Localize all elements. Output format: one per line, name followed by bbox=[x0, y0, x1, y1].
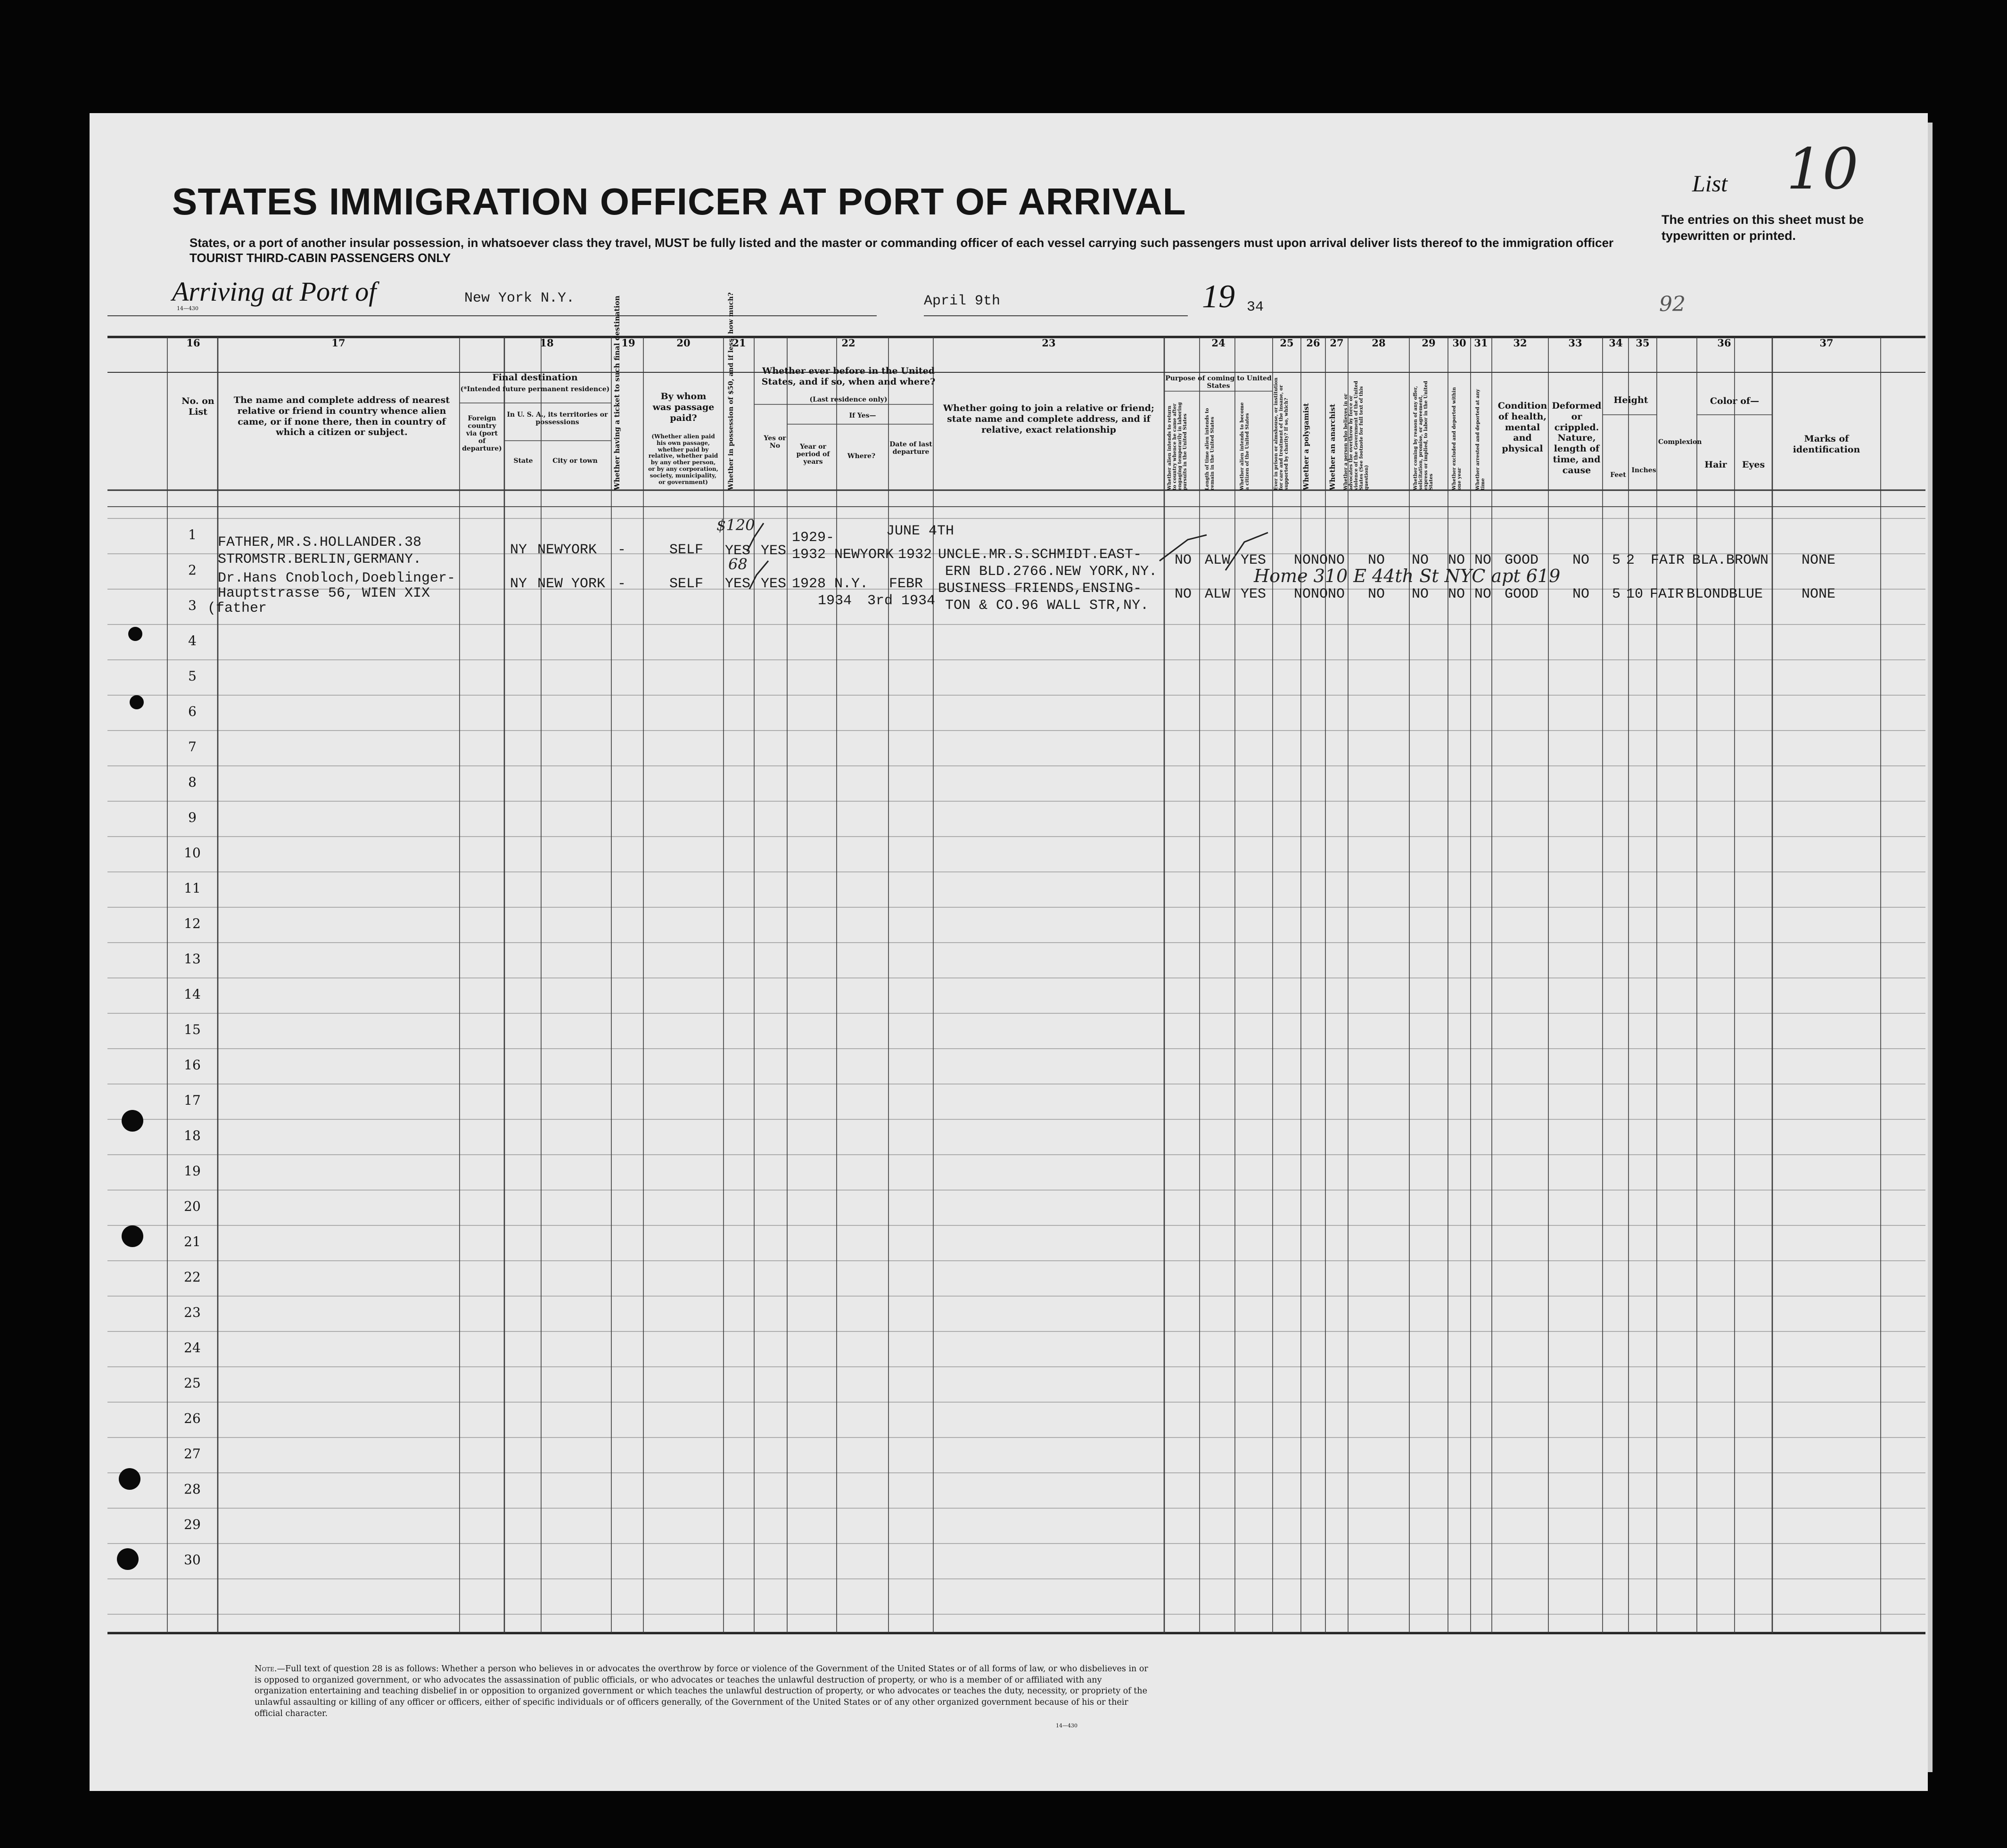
row2-marks: NONE bbox=[1801, 586, 1836, 602]
row-number: 20 bbox=[184, 1199, 201, 1214]
row1-marks: NONE bbox=[1801, 552, 1836, 568]
stamp-number: 92 bbox=[1659, 292, 1686, 316]
row2-deformed: NO bbox=[1572, 586, 1590, 602]
column-number: 28 bbox=[1372, 337, 1386, 349]
row2-purpose-c: YES bbox=[1241, 586, 1267, 602]
row1-state: NY bbox=[510, 542, 527, 558]
header-q28: Whether a person who believes in or advocates the overthrow by force or violence of the Government of the United States (See footnote for full text of this question) bbox=[1343, 380, 1369, 490]
row2-q30: NO bbox=[1448, 586, 1465, 602]
row1-money: YES bbox=[725, 543, 751, 559]
row-number: 9 bbox=[188, 810, 197, 825]
punch-hole bbox=[122, 1110, 143, 1132]
column-number: 27 bbox=[1330, 337, 1344, 349]
list-number: 10 bbox=[1786, 137, 1859, 202]
column-number: 26 bbox=[1306, 337, 1320, 349]
column-number: 17 bbox=[331, 337, 345, 349]
header-feet: Feet bbox=[1610, 471, 1626, 479]
column-number: 36 bbox=[1717, 337, 1731, 349]
column-number: 37 bbox=[1819, 337, 1834, 349]
header-final-destination-note: (*Intended future permanent residence) bbox=[460, 386, 610, 393]
header-foreign-country: Foreign country via (port of departure) bbox=[462, 415, 502, 453]
header-anarchist: Whether an anarchist bbox=[1328, 403, 1337, 490]
row2-flags: NONONO bbox=[1294, 586, 1345, 602]
row2-q28: NO bbox=[1368, 586, 1385, 602]
row2-ticket: - bbox=[617, 576, 626, 592]
column-number: 31 bbox=[1474, 337, 1488, 349]
header-marks: Marks of identification bbox=[1793, 434, 1860, 455]
row-number: 1 bbox=[188, 527, 197, 542]
row2-passage-paid: SELF bbox=[669, 576, 704, 592]
row1-purpose-a: NO bbox=[1175, 552, 1192, 568]
row1-hair-eyes: BLA.BROWN bbox=[1692, 552, 1769, 568]
row1-inches: 2 bbox=[1626, 552, 1635, 568]
punch-hole bbox=[119, 1468, 140, 1490]
header-eyes: Eyes bbox=[1742, 460, 1765, 470]
header-q30: Whether excluded and deported within one year bbox=[1452, 387, 1462, 490]
row2-money: YES bbox=[725, 576, 751, 592]
row1-years: 1929- bbox=[792, 530, 835, 546]
row2-purpose-a: NO bbox=[1175, 586, 1192, 602]
header-height: Height bbox=[1613, 395, 1648, 405]
header-passage-paid: By whom was passage paid? bbox=[652, 391, 715, 423]
row2-state: NY bbox=[510, 576, 527, 592]
row2-health: GOOD bbox=[1505, 586, 1539, 602]
row1-purpose-b: ALW bbox=[1205, 552, 1231, 568]
header-ever-before: Whether ever before in the United States, and if so, when and where? bbox=[761, 366, 936, 387]
row-number: 22 bbox=[184, 1269, 201, 1285]
row-number: 2 bbox=[188, 562, 197, 578]
header-date-departure: Date of last departure bbox=[889, 441, 932, 456]
header-city: City or town bbox=[552, 457, 598, 465]
row1-relative: FATHER,MR.S.HOLLANDER.38 bbox=[218, 534, 422, 550]
row-number: 3 bbox=[188, 598, 197, 613]
header-year-period: Year or period of years bbox=[796, 443, 830, 466]
header-purpose-b: Length of time alien intends to remain in the United States bbox=[1205, 408, 1215, 490]
row1-money-note: $120 bbox=[716, 516, 755, 534]
footnote-text: —Full text of question 28 is as follows: Whether a person who believes in or advocates the overthrow by force or violence of the Government of the United States or of all forms of law, or who disbelieves in or is opposed to organized government, or who advocates the assassination of public officials, or who advocates or teaches the unlawful destruction of property, or who is a member of or affiliated with any organization entertaining and teaching disbelief in or opposition to organized government or which teaches the unlawful destruction of property, or who advocates or teaches the duty, necessity, or propriety of the unlawful assaulting or killing of any officer or officers, either of specific individuals or of officers generally, of the Government of the United States or of any other organized government because of his or their official character. bbox=[255, 1664, 1148, 1718]
header-q31: Whether arrested and deported at any time bbox=[1475, 389, 1486, 490]
header-passage-note: (Whether alien paid his own passage, whether paid by relative, whether paid by any other person, or by any corporation, society, municipality, or government) bbox=[648, 433, 718, 485]
row-number: 4 bbox=[188, 633, 197, 649]
row1-q28: NO bbox=[1368, 552, 1385, 568]
punch-hole bbox=[117, 1548, 139, 1570]
row1-ticket: - bbox=[617, 542, 626, 558]
header-state: State bbox=[513, 457, 533, 465]
row1-q30: NO bbox=[1448, 552, 1465, 568]
arriving-label: Arriving at Port of bbox=[172, 276, 377, 307]
row-number: 17 bbox=[184, 1092, 201, 1108]
row1-q31: NO bbox=[1474, 552, 1492, 568]
header-prison: Ever in prison or almshouse, or institution for care and treatment of the insane, or supported by charity? If so, which? bbox=[1274, 377, 1289, 490]
row1-feet: 5 bbox=[1612, 552, 1621, 568]
row-number: 19 bbox=[184, 1163, 201, 1179]
header-hair: Hair bbox=[1704, 460, 1727, 470]
row1-purpose-c: YES bbox=[1241, 552, 1267, 568]
row-number: 12 bbox=[184, 916, 201, 931]
header-where: Where? bbox=[847, 452, 876, 460]
row2-years: 1928 bbox=[792, 576, 826, 592]
arrival-port: New York N.Y. bbox=[464, 290, 575, 306]
row1-years-end: 1932 bbox=[792, 547, 826, 563]
row1-health: GOOD bbox=[1505, 552, 1539, 568]
row2-where: N.Y. bbox=[834, 576, 869, 592]
header-purpose-a: Whether alien intends to return to country whence he came after engaging temporarily in laboring pursuits in the United States bbox=[1167, 402, 1188, 490]
form-number: 14—430 bbox=[177, 305, 198, 312]
footnote-label: Note. bbox=[255, 1664, 277, 1674]
arrival-date: April 9th bbox=[924, 293, 1001, 309]
row-number: 24 bbox=[184, 1340, 201, 1355]
row-number: 13 bbox=[184, 951, 201, 967]
header-yes-no: Yes or No bbox=[764, 435, 786, 450]
row-number: 18 bbox=[184, 1128, 201, 1143]
passenger-class: TOURIST THIRD-CABIN PASSENGERS ONLY bbox=[189, 251, 451, 265]
row1-passage-paid: SELF bbox=[669, 542, 704, 558]
column-number: 25 bbox=[1280, 337, 1294, 349]
row-number: 21 bbox=[184, 1234, 201, 1249]
row-number: 30 bbox=[184, 1552, 201, 1568]
punch-hole bbox=[128, 627, 142, 641]
row-number: 5 bbox=[188, 668, 197, 684]
column-number: 24 bbox=[1211, 337, 1226, 349]
header-in-usa: In U. S. A., its territories or possessions bbox=[507, 411, 608, 427]
row2-money-note: 68 bbox=[728, 555, 748, 573]
header-no-on-list: No. on List bbox=[181, 396, 214, 417]
column-number: 19 bbox=[621, 337, 635, 349]
column-number: 34 bbox=[1609, 337, 1623, 349]
row-number: 29 bbox=[184, 1517, 201, 1532]
row1-joining: UNCLE.MR.S.SCHMIDT.EAST- bbox=[938, 547, 1142, 563]
row2-relative-address: Hauptstrasse 56, WIEN XIX bbox=[218, 585, 430, 601]
row1-before: YES bbox=[761, 543, 787, 559]
row2-before: YES bbox=[761, 576, 787, 592]
row2-joining: BUSINESS FRIENDS,ENSING- bbox=[938, 581, 1142, 597]
row2-q31: NO bbox=[1474, 586, 1492, 602]
year-suffix: 34 bbox=[1247, 299, 1264, 315]
row2-purpose-b: ALW bbox=[1205, 586, 1231, 602]
header-final-destination: Final destination bbox=[492, 372, 578, 383]
row-number: 7 bbox=[188, 739, 197, 755]
column-number: 16 bbox=[186, 337, 200, 349]
header-ticket: Whether having a ticket to such final destination bbox=[613, 296, 621, 490]
row1-joining-address: ERN BLD.2766.NEW YORK,NY. bbox=[945, 564, 1158, 580]
header-purpose-c: Whether alien intends to become a citizen of the United States bbox=[1240, 402, 1250, 490]
row1-departure-year: 1932 bbox=[898, 547, 932, 563]
row2-departure-year: 3rd 1934 bbox=[867, 593, 936, 609]
column-number: 18 bbox=[540, 337, 554, 349]
header-color-of: Color of— bbox=[1710, 396, 1760, 406]
column-number: 30 bbox=[1452, 337, 1466, 349]
row-number: 14 bbox=[184, 986, 201, 1002]
header-money: Whether in possession of $50, and if less, how much? bbox=[727, 292, 735, 490]
column-number: 32 bbox=[1513, 337, 1527, 349]
row1-relative-address: STROMSTR.BERLIN,GERMANY. bbox=[218, 551, 422, 567]
row-number: 25 bbox=[184, 1375, 201, 1391]
form-title: STATES IMMIGRATION OFFICER AT PORT OF ARRIVAL bbox=[172, 181, 1186, 222]
header-inches: Inches bbox=[1631, 467, 1656, 474]
row1-flags: NONONO bbox=[1294, 552, 1345, 568]
row-number: 28 bbox=[184, 1481, 201, 1497]
row2-joining-address: TON & CO.96 WALL STR,NY. bbox=[945, 598, 1149, 614]
row2-hair-eyes: BLONDBLUE bbox=[1686, 586, 1763, 602]
header-joining: Whether going to join a relative or friend; state name and complete address, and if relative, exact relationship bbox=[943, 403, 1154, 435]
row-number: 23 bbox=[184, 1305, 201, 1320]
row-number: 26 bbox=[184, 1411, 201, 1426]
row1-where: NEWYORK bbox=[834, 547, 894, 563]
row-number: 15 bbox=[184, 1022, 201, 1037]
header-polygamist: Whether a polygamist bbox=[1302, 403, 1310, 490]
row2-relative: Dr.Hans Cnobloch,Doeblinger- bbox=[218, 570, 456, 586]
column-number: 35 bbox=[1636, 337, 1650, 349]
row2-years-end: 1934 bbox=[818, 593, 852, 609]
header-last-residence: (Last residence only) bbox=[809, 396, 888, 403]
row2-feet: 5 bbox=[1612, 586, 1621, 602]
column-number: 22 bbox=[841, 337, 855, 349]
row-number: 10 bbox=[184, 845, 201, 861]
row2-city: NEW YORK bbox=[537, 576, 606, 592]
row1-q29: NO bbox=[1412, 552, 1429, 568]
row-number: 16 bbox=[184, 1057, 201, 1073]
row-number: 8 bbox=[188, 774, 197, 790]
row2-inches: 10 bbox=[1626, 586, 1644, 602]
row2-q29: NO bbox=[1412, 586, 1429, 602]
typewritten-note: The entries on this sheet must be typewritten or printed. bbox=[1662, 213, 1864, 243]
row1-deformed: NO bbox=[1572, 552, 1590, 568]
handwritten-address: Home 310 E 44th St NYC apt 619 bbox=[1254, 566, 1561, 586]
row1-complexion: FAIR bbox=[1651, 552, 1685, 568]
row2-relative-relation: (father bbox=[207, 600, 267, 616]
header-q29: Whether coming by reason of any offer, solicitation, promise, or agreement, express or implied, to labor in the United States bbox=[1413, 381, 1434, 490]
header-condition: Condition of health, mental and physical bbox=[1497, 401, 1547, 454]
punch-hole bbox=[122, 1225, 143, 1247]
column-number: 20 bbox=[676, 337, 691, 349]
column-number: 21 bbox=[732, 337, 746, 349]
row-number: 11 bbox=[184, 880, 201, 896]
row1-departure: JUNE 4TH bbox=[886, 523, 954, 539]
footnote bbox=[255, 1664, 1150, 1719]
row-number: 27 bbox=[184, 1446, 201, 1462]
row2-complexion: FAIR bbox=[1650, 586, 1684, 602]
column-number: 29 bbox=[1422, 337, 1436, 349]
header-deformed: Deformed or crippled. Nature, length of time, and cause bbox=[1552, 401, 1602, 476]
form-instruction: States, or a port of another insular possession, in whatsoever class they travel, MUST be fully listed and the master or commanding officer of each vessel carrying such passengers must upon arrival deliver lists thereof to the immigration officer bbox=[189, 236, 1614, 250]
column-number: 23 bbox=[1042, 337, 1056, 349]
row2-departure: FEBR bbox=[889, 576, 923, 592]
year-prefix: 19 bbox=[1202, 279, 1235, 315]
row-number: 6 bbox=[188, 704, 197, 719]
header-if-yes: If Yes— bbox=[849, 412, 876, 419]
header-purpose: Purpose of coming to United States bbox=[1165, 375, 1272, 390]
header-relative: The name and complete address of nearest relative or friend in country whence alien came, or if none there, then in country of which a citizen or subject. bbox=[233, 395, 450, 438]
row1-city: NEWYORK bbox=[537, 542, 597, 558]
list-label: List bbox=[1692, 170, 1728, 197]
punch-hole bbox=[130, 695, 144, 709]
header-complexion: Complexion bbox=[1658, 438, 1702, 446]
form-number-footer: 14—430 bbox=[1056, 1723, 1078, 1729]
column-number: 33 bbox=[1568, 337, 1582, 349]
